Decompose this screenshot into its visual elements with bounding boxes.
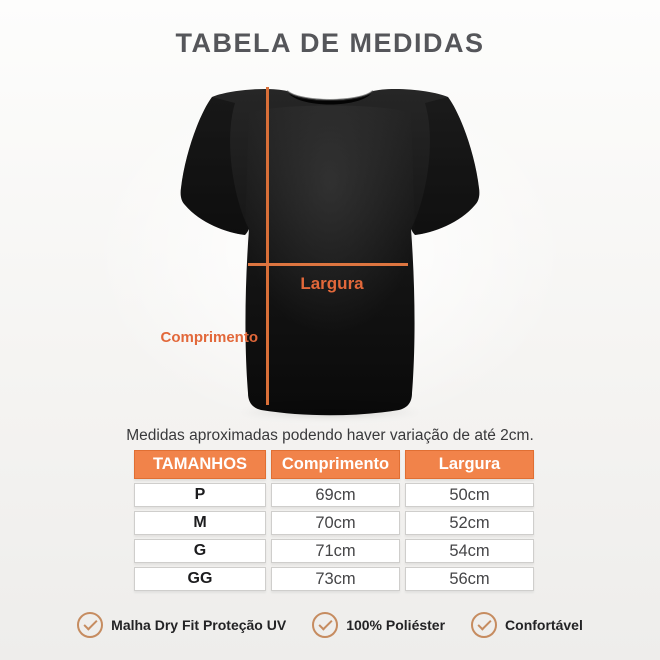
feature-dry-fit: [77, 612, 286, 638]
table-row-p-size: P: [134, 483, 266, 507]
column-header-largura: Largura: [405, 450, 534, 479]
length-measure-line: [266, 87, 269, 405]
check-tick-icon: [319, 616, 333, 630]
check-tick-icon: [84, 616, 98, 630]
size-table: [134, 450, 534, 591]
column-header-comprimento: Comprimento: [271, 450, 400, 479]
feature-comfortable: [471, 612, 583, 638]
table-row-gg-comprimento: 73cm: [271, 567, 400, 591]
feature-label: Confortável: [505, 617, 583, 633]
tshirt-drop-shadow: [238, 404, 422, 420]
table-row-m-size: M: [134, 511, 266, 535]
check-tick-icon: [477, 616, 491, 630]
check-circle-icon: [77, 612, 103, 638]
table-row-g-comprimento: 71cm: [271, 539, 400, 563]
width-measure-label: Largura: [300, 274, 364, 293]
feature-list: [0, 612, 660, 638]
tolerance-note: Medidas aproximadas podendo haver variação de até 2cm.: [126, 427, 534, 444]
table-row-gg-largura: 56cm: [405, 567, 534, 591]
check-circle-icon: [312, 612, 338, 638]
table-row-m-comprimento: 70cm: [271, 511, 400, 535]
feature-polyester: [312, 612, 445, 638]
tshirt-chest-highlight: [245, 106, 415, 384]
table-row-m-largura: 52cm: [405, 511, 534, 535]
table-row-p-comprimento: 69cm: [271, 483, 400, 507]
width-measure-line: [248, 263, 408, 266]
page-title: TABELA DE MEDIDAS: [175, 28, 485, 58]
length-measure-label: Comprimento: [160, 329, 258, 346]
column-header-tamanhos: TAMANHOS: [134, 450, 266, 479]
check-circle-icon: [471, 612, 497, 638]
feature-label: 100% Poliéster: [346, 617, 446, 633]
table-row-gg-size: GG: [134, 567, 266, 591]
table-row-g-largura: 54cm: [405, 539, 534, 563]
table-row-p-largura: 50cm: [405, 483, 534, 507]
tshirt-image: [160, 83, 500, 418]
feature-label: Malha Dry Fit Proteção UV: [111, 617, 287, 633]
table-row-g-size: G: [134, 539, 266, 563]
